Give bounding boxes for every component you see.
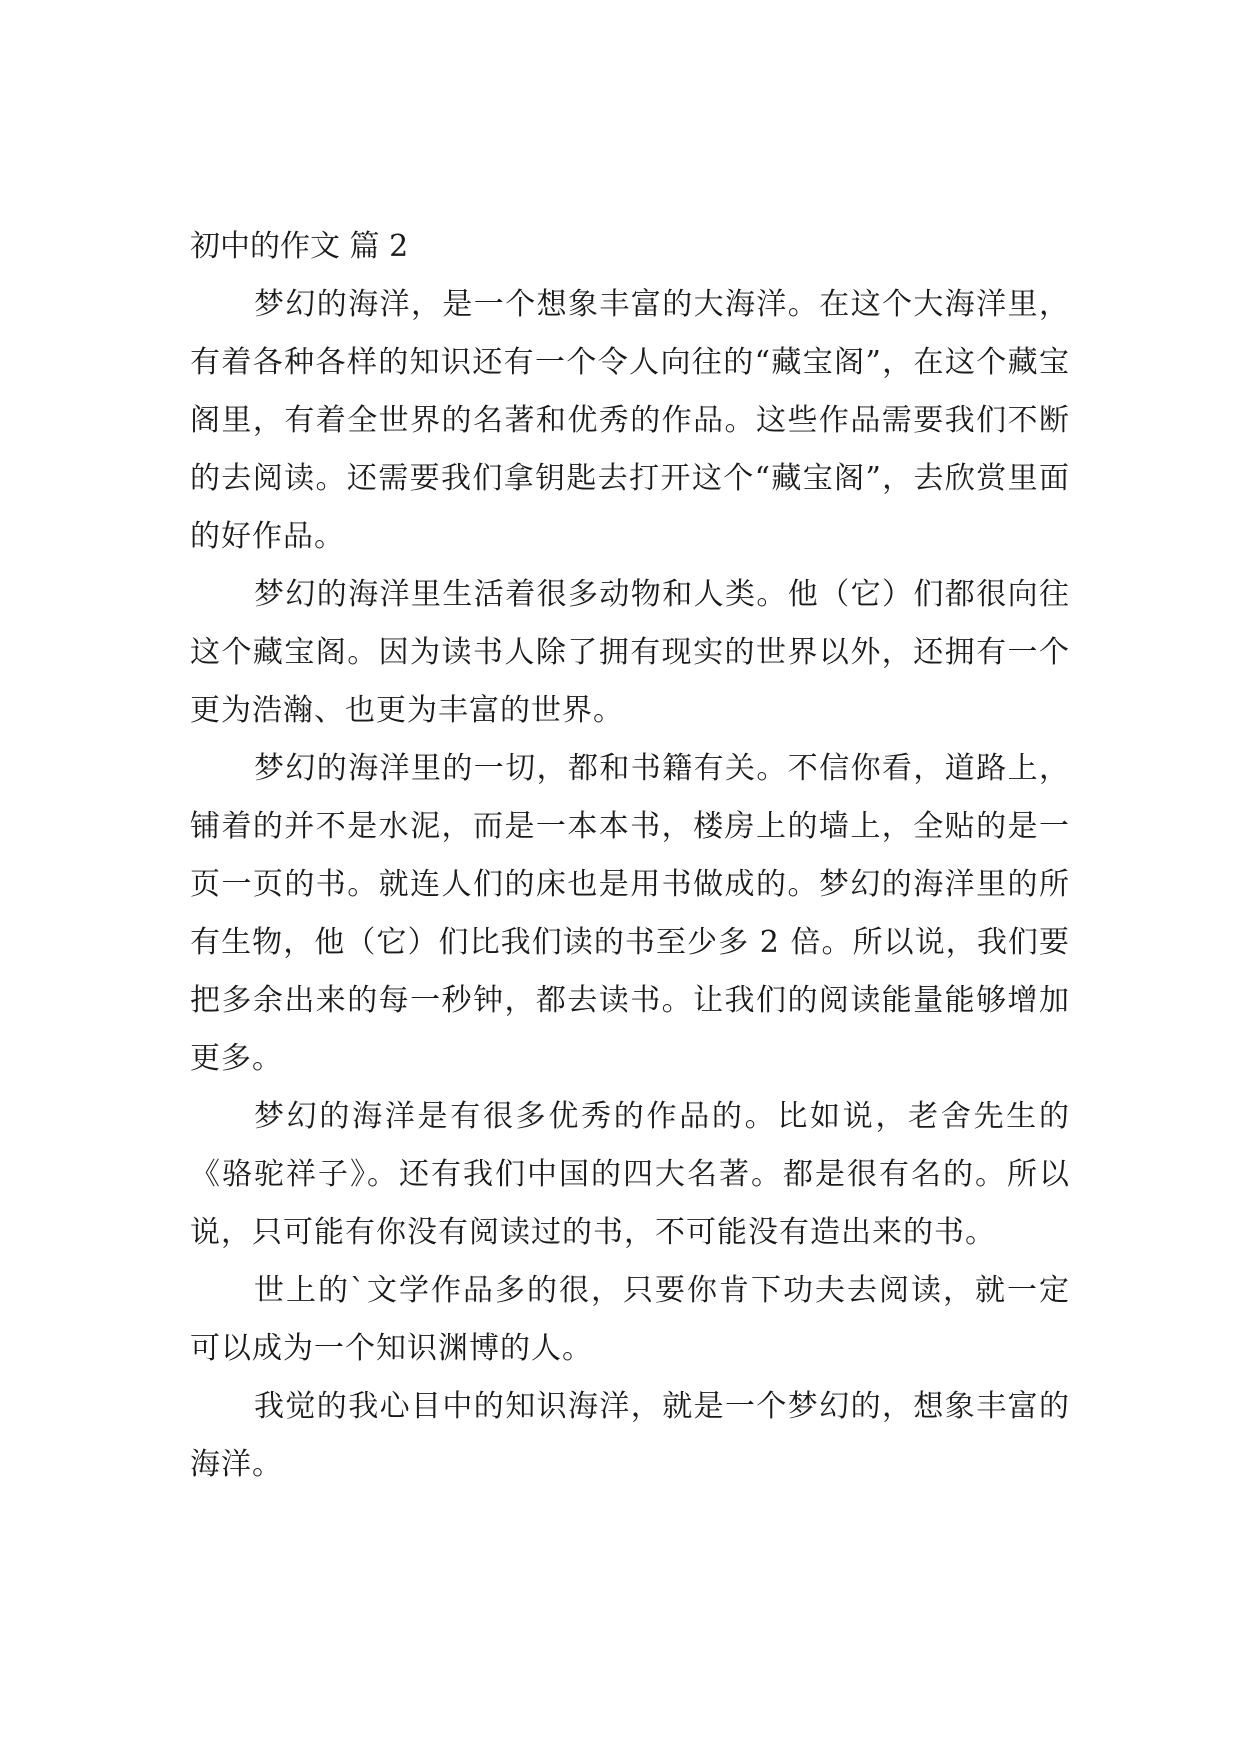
paragraph-1: 梦幻的海洋，是一个想象丰富的大海洋。在这个大海洋里，有着各种各样的知识还有一个令人向往的“藏宝阁”，在这个藏宝阁里，有着全世界的名著和优秀的作品。这些作品需要我们不断的去阅读。还需要我们拿钥匙去打开这个“藏宝阁”，去欣赏里面的好作品。 xyxy=(190,287,1070,554)
paragraph-3: 梦幻的海洋里的一切，都和书籍有关。不信你看，道路上，铺着的并不是水泥，而是一本本书，楼房上的墙上，全贴的是一页一页的书。就连人们的床也是用书做成的。梦幻的海洋里的所有生物，他（它）们比我们读的书至少多 2 倍。所以说，我们要把多余出来的每一秒钟，都去读书。让我们的阅读能量能够增加更多。 xyxy=(190,751,1070,1076)
paragraph-5: 世上的`文学作品多的很，只要你肯下功夫去阅读，就一定可以成为一个知识渊博的人。 xyxy=(190,1273,1070,1366)
paragraph-2: 梦幻的海洋里生活着很多动物和人类。他（它）们都很向往这个藏宝阁。因为读书人除了拥有现实的世界以外，还拥有一个更为浩瀚、也更为丰富的世界。 xyxy=(190,577,1070,728)
document-body xyxy=(190,218,1070,1494)
essay-heading: 初中的作文 篇 2 xyxy=(190,229,409,264)
paragraph-4: 梦幻的海洋是有很多优秀的作品的。比如说，老舍先生的《骆驼祥子》。还有我们中国的四大名著。都是很有名的。所以说，只可能有你没有阅读过的书，不可能没有造出来的书。 xyxy=(190,1099,1070,1250)
paragraph-6: 我觉的我心目中的知识海洋，就是一个梦幻的，想象丰富的海洋。 xyxy=(190,1389,1070,1482)
